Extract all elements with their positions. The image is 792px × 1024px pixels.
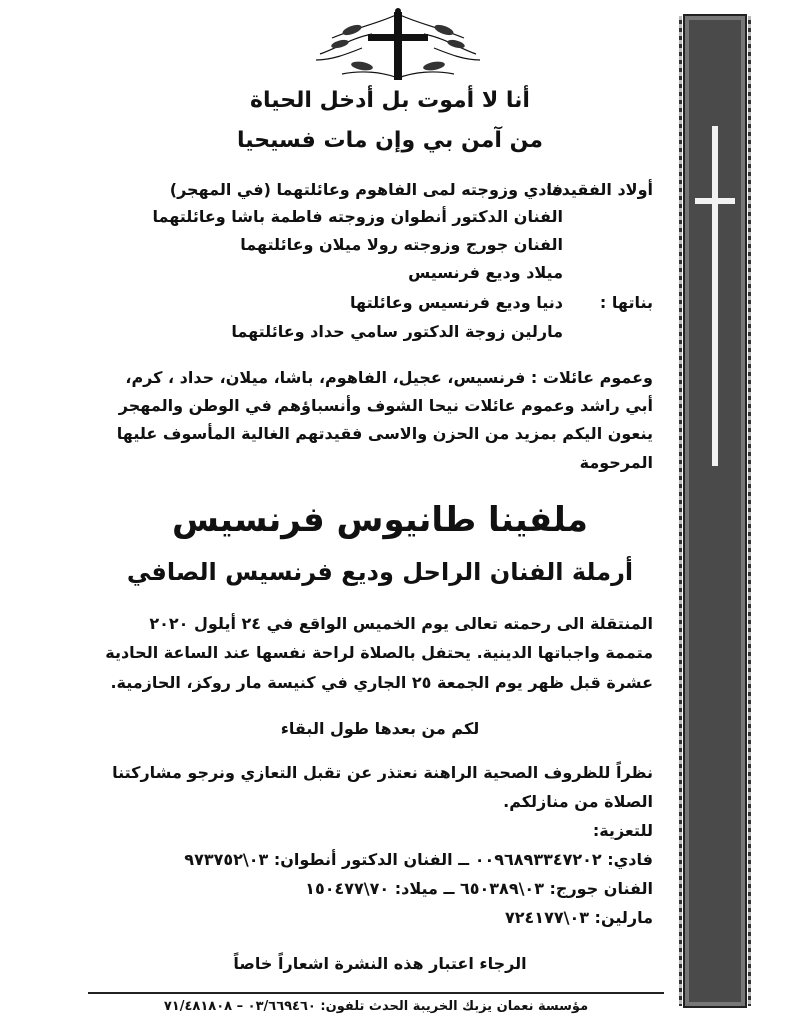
families-line-3: ينعون اليكم بمزيد من الحزن والاسى فقيدتهم الغالية المأسوف عليها — [116, 424, 653, 443]
daughters-heading: بناتها : — [599, 293, 653, 312]
son-1: فادي وزوجته لمى الفاهوم وعائلتهما (في المهجر) — [169, 180, 563, 199]
funeral-line-3: عشرة قبل ظهر يوم الجمعة ٢٥ الجاري في كنيسة مار روكز، الحازمية. — [110, 673, 653, 692]
deceased-name: ملفينا طانيوس فرنسيس — [172, 500, 588, 540]
contact-line-3: مارلين: ٠٣\٧٢٤١٧٧ — [505, 908, 653, 927]
condolences-line-1: نظراً للظروف الصحية الراهنة نعتذر عن تقبل التعازي ونرجو مشاركتنا — [112, 763, 653, 782]
cross-ornament-icon — [312, 8, 484, 86]
private-notice: الرجاء اعتبار هذه النشرة اشعاراً خاصاً — [233, 954, 527, 973]
daughter-2: مارلين زوجة الدكتور سامي حداد وعائلتهما — [231, 322, 563, 341]
son-3: الفنان جورج وزوجته رولا ميلان وعائلتهما — [240, 235, 563, 254]
son-4: ميلاد وديع فرنسيس — [408, 263, 563, 282]
families-line-2: أبي راشد وعموم عائلات نيحا الشوف وأنسباؤهم في الوطن والمهجر — [118, 396, 653, 415]
blessing-line: لكم من بعدها طول البقاء — [280, 719, 480, 738]
families-line-4: المرحومة — [579, 453, 653, 472]
son-2: الفنان الدكتور أنطوان وزوجته فاطمة باشا وعائلتهما — [152, 207, 563, 226]
condolences-heading: للتعزية: — [592, 821, 653, 840]
contact-line-1: فادي: ٠٠٩٦٨٩٣٣٤٧٢٠٢ ــ الفنان الدكتور أنطوان: ٠٣\٩٧٣٧٥٢ — [184, 850, 653, 869]
children-heading: أولاد الفقيدة: — [545, 180, 653, 199]
condolences-line-2: الصلاة من منازلكم. — [503, 792, 653, 811]
verse-line-1: أنا لا أموت بل أدخل الحياة — [250, 88, 530, 113]
decorative-side-bar — [683, 14, 747, 1008]
families-line-1: وعموم عائلات : فرنسيس، عجيل، الفاهوم، باشا، ميلان، حداد ، كرم، — [125, 368, 653, 387]
daughter-1: دنيا وديع فرنسيس وعائلتها — [350, 293, 563, 312]
deceased-subtitle: أرملة الفنان الراحل وديع فرنسيس الصافي — [126, 558, 634, 586]
funeral-line-1: المنتقلة الى رحمته تعالى يوم الخميس الواقع في ٢٤ أيلول ٢٠٢٠ — [149, 614, 653, 633]
cross-icon — [685, 126, 745, 466]
footer-divider — [88, 992, 664, 994]
funeral-line-2: متممة واجباتها الدينية. يحتفل بالصلاة لراحة نفسها عند الساعة الحادية — [105, 643, 653, 662]
publisher-footer: مؤسسة نعمان يزبك الخريبة الحدث تلفون: ٠٣/٦٦٩٤٦٠ – ٧١/٤٨١٨٠٨ — [163, 999, 589, 1014]
verse-line-2: من آمن بي وإن مات فسيحيا — [236, 128, 544, 153]
contact-line-2: الفنان جورج: ٠٣\٦٥٠٣٨٩ ــ ميلاد: ٧٠\١٥٠٤٧٧ — [305, 879, 653, 898]
